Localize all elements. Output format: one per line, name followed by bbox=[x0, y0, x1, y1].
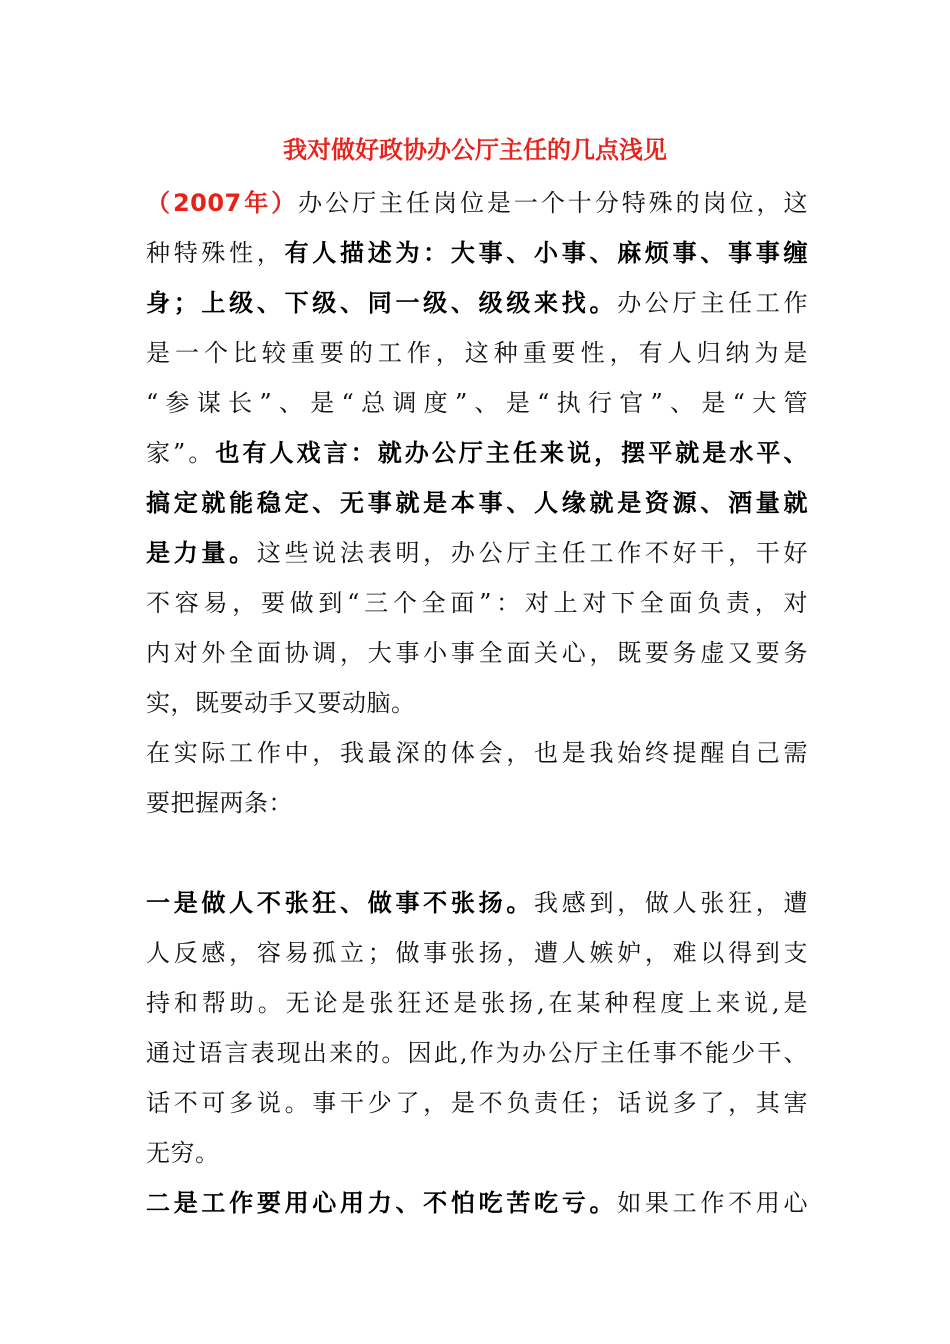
paragraph-1-line-5 bbox=[146, 378, 808, 428]
paragraph-1-line-2 bbox=[146, 228, 808, 278]
paragraph-1-line-3 bbox=[146, 278, 808, 328]
paragraph-1-line-6 bbox=[146, 428, 808, 478]
paragraph-1-line-1 bbox=[146, 178, 808, 228]
paragraph-1-line-8 bbox=[146, 528, 808, 578]
text-run: 内对外全面协调，大事小事全面关心，既要务虚又要务 bbox=[146, 639, 808, 667]
text-run: 在实际工作中，我最深的体会，也是我始终提醒自己需 bbox=[146, 739, 808, 767]
text-run: 持和帮助。无论是张狂还是张扬,在某种程度上来说,是 bbox=[146, 989, 808, 1017]
bold-text-run: 一是做人不张狂、做事不张扬。 bbox=[146, 889, 535, 917]
paragraph-3-line-4 bbox=[146, 1028, 808, 1078]
text-run: 话不可多说。事干少了，是不负责任；话说多了，其害 bbox=[146, 1089, 808, 1117]
paragraph-1-line-4 bbox=[146, 328, 808, 378]
text-run: 家”。 bbox=[146, 439, 216, 467]
paragraph-2-line-2 bbox=[146, 778, 808, 828]
bold-text-run: 有人描述为：大事、小事、麻烦事、事事缠 bbox=[284, 239, 808, 267]
bold-text-run: 是力量。 bbox=[146, 539, 257, 567]
paragraph-2-line-1 bbox=[146, 728, 808, 778]
text-run: 实，既要动手又要动脑。 bbox=[146, 689, 416, 717]
text-run: 通过语言表现出来的。因此,作为办公厅主任事不能少干、 bbox=[146, 1039, 808, 1067]
text-run: 要把握两条： bbox=[146, 789, 293, 817]
paragraph-1-line-9 bbox=[146, 578, 808, 628]
text-run: 我感到，做人张狂，遭 bbox=[534, 889, 808, 917]
document-body bbox=[146, 178, 808, 1228]
paragraph-1-line-10 bbox=[146, 628, 808, 678]
text-run: 种特殊性， bbox=[146, 239, 285, 267]
text-run: 无穷。 bbox=[146, 1139, 220, 1167]
paragraph-3-line-2 bbox=[146, 928, 808, 978]
text-run: 办公厅主任岗位是一个十分特殊的岗位，这 bbox=[298, 189, 808, 217]
paragraph-3-line-6 bbox=[146, 1128, 808, 1178]
bold-text-run: 搞定就能稳定、无事就是本事、人缘就是资源、酒量就 bbox=[146, 489, 808, 517]
text-run: 这些说法表明，办公厅主任工作不好干，干好 bbox=[256, 539, 808, 567]
blank-line bbox=[146, 828, 808, 878]
paragraph-3-line-1 bbox=[146, 878, 808, 928]
text-run: 如果工作不用心 bbox=[617, 1189, 808, 1217]
paragraph-4-line-1 bbox=[146, 1178, 808, 1228]
year-label: （2007年） bbox=[146, 189, 299, 217]
text-run: 人反感，容易孤立；做事张扬，遭人嫉妒，难以得到支 bbox=[146, 939, 808, 967]
paragraph-1-line-11 bbox=[146, 678, 808, 728]
bold-text-run: 二是工作要用心用力、不怕吃苦吃亏。 bbox=[146, 1189, 618, 1217]
paragraph-1-line-7 bbox=[146, 478, 808, 528]
paragraph-3-line-5 bbox=[146, 1078, 808, 1128]
bold-text-run: 也有人戏言：就办公厅主任来说，摆平就是水平、 bbox=[215, 439, 808, 467]
text-run: “参谋长”、是“总调度”、是“执行官”、是“大管 bbox=[146, 389, 808, 417]
text-run: 办公厅主任工作 bbox=[617, 289, 808, 317]
text-run: 不容易，要做到“三个全面”：对上对下全面负责，对 bbox=[146, 589, 808, 617]
paragraph-3-line-3 bbox=[146, 978, 808, 1028]
document-title: 我对做好政协办公厅主任的几点浅见 bbox=[283, 136, 667, 164]
text-run: 是一个比较重要的工作，这种重要性，有人归纳为是 bbox=[146, 339, 808, 367]
bold-text-run: 身；上级、下级、同一级、级级来找。 bbox=[146, 289, 618, 317]
